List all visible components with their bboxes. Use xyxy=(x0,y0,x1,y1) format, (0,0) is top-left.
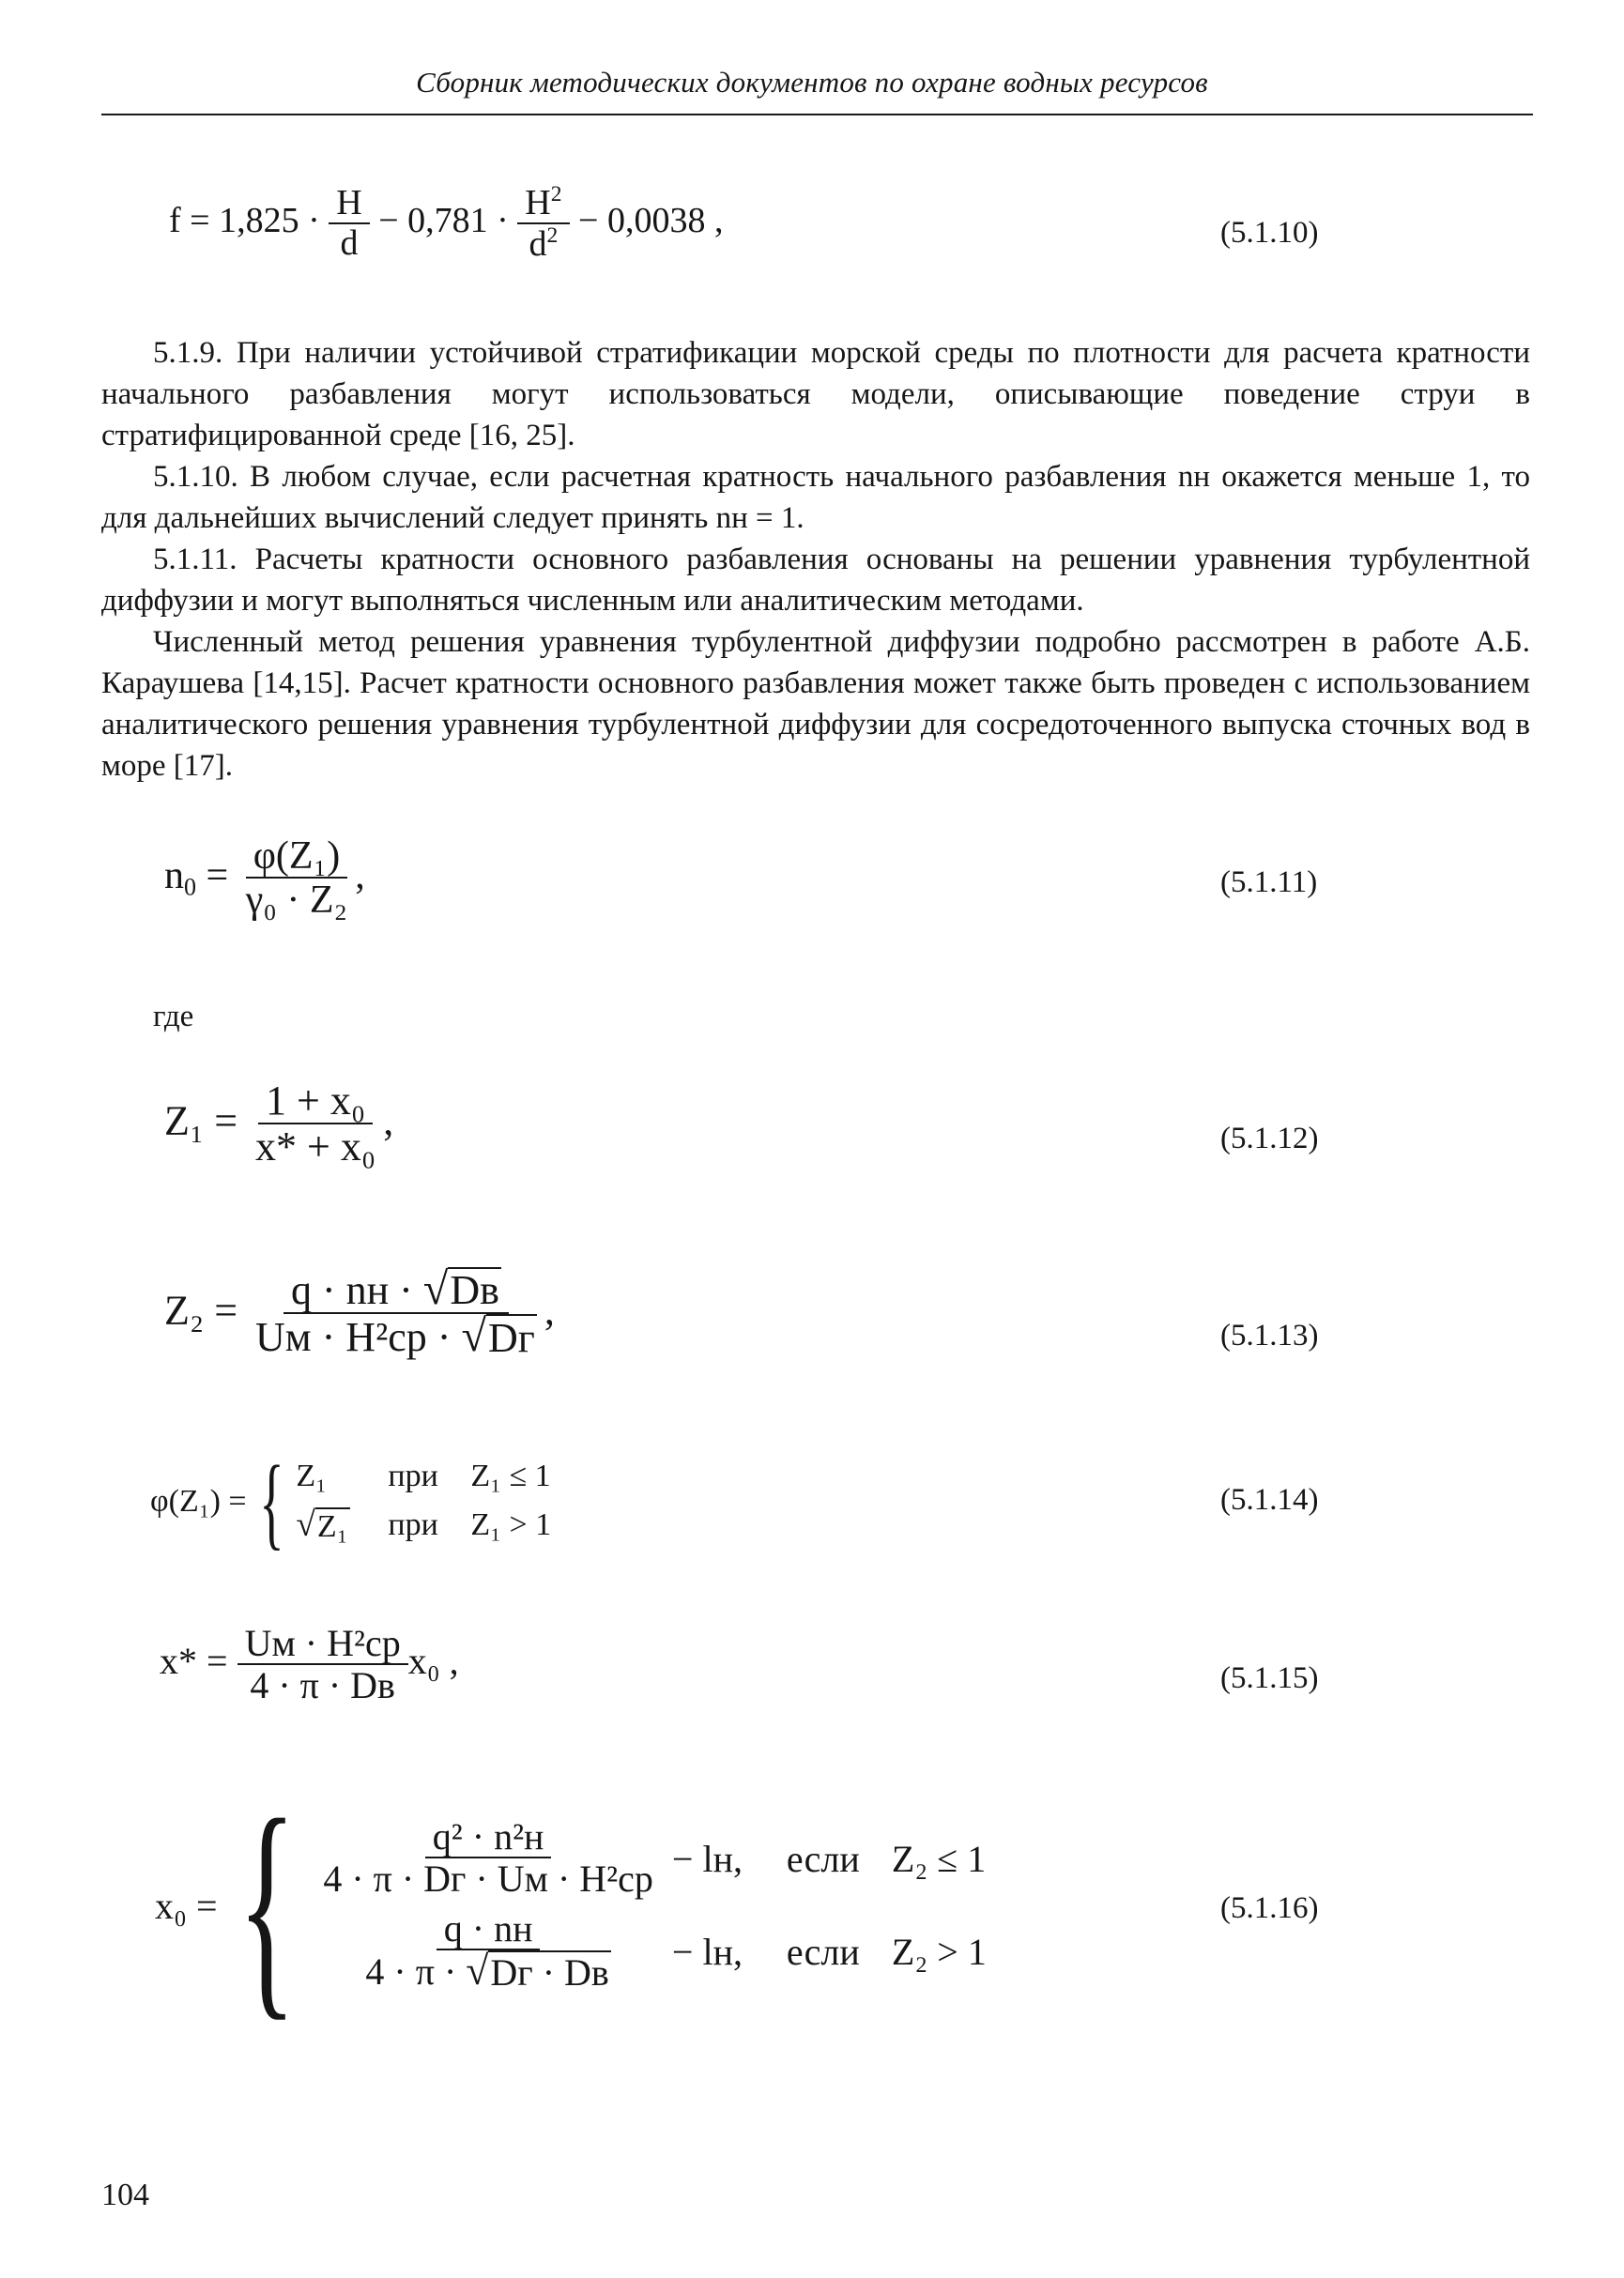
equation-5-1-13: Z₂ = q · nн · √ Dв Uм · H²ср · √ Dг , xyxy=(164,1264,555,1362)
header-rule xyxy=(101,114,1533,115)
left-brace: { xyxy=(237,1770,297,2041)
equation-number: (5.1.11) xyxy=(1220,865,1318,899)
equation-number: (5.1.10) xyxy=(1220,216,1319,250)
equation-5-1-14: φ(Z₁) = { Z₁ при Z₁ ≤ 1 √ Z₁ при Z₁ > 1 xyxy=(150,1445,552,1559)
equation-number: (5.1.13) xyxy=(1220,1319,1319,1353)
equation-5-1-12: Z₁ = $\frac{\text{1 + x₀}}{\text{x* + x₀}}$ , xyxy=(164,1078,394,1170)
paragraph-5-1-9: 5.1.9. При наличии устойчивой стратификации морской среды по плотности для расчета кратности начального разбавления могут использоваться модели, описывающие поведение струи в стратифицированной среде [16, 25]. xyxy=(101,336,1530,452)
page-number: 104 xyxy=(101,2178,149,2212)
equation-number: (5.1.16) xyxy=(1220,1891,1319,1925)
equation-5-1-11: $n_0$ = $\frac{\text{φ(Z₁)}}{\text{γ₀ · Z₂}}$ , xyxy=(164,834,365,923)
paragraph-5-1-11: 5.1.11. Расчеты кратности основного разбавления основаны на решении уравнения турбулентной диффузии и могут выполняться численным или аналитическим методами. xyxy=(101,543,1530,618)
equation-5-1-10: f = 1,825 · $\frac{H}{d}$ − 0,781 · $\frac{H^2}{d^2}$ − 0,0038 , xyxy=(169,182,724,265)
equation-number: (5.1.14) xyxy=(1220,1483,1319,1517)
equation-number: (5.1.15) xyxy=(1220,1661,1319,1695)
left-brace: { xyxy=(258,1445,284,1559)
where-label: где xyxy=(153,1000,194,1033)
equation-5-1-16: x₀ = { $\frac{\text{q² · n²н}}{\text{4 · π · Dг · Uм · H²ср}}$ − lн, если Z₂ ≤ 1 q · nн 4 · π · √ Dг · Dв − lн, если Z₂ > 1 xyxy=(155,1770,987,2041)
equation-number: (5.1.12) xyxy=(1220,1122,1319,1155)
paragraph-5-1-10: 5.1.10. В любом случае, если расчетная кратность начального разбавления nн окажется меньше 1, то для дальнейших вычислений следует принять nн = 1. xyxy=(101,460,1530,535)
equation-5-1-15: x* = $\frac{\text{Uм · H²ср}}{4 \cdot \pi \cdot Dв}$ x₀ , xyxy=(160,1622,459,1706)
paragraph-numerical-method: Численный метод решения уравнения турбулентной диффузии подробно рассмотрен в работе А.Б. Караушева [14,15]. Расчет кратности основного разбавления может также быть проведен с использованием аналитического решения уравнения турбулентной диффузии для сосредоточенного выпуска сточных вод в море [17]. xyxy=(101,625,1530,783)
running-header: Сборник методических документов по охране водных ресурсов xyxy=(416,66,1208,99)
